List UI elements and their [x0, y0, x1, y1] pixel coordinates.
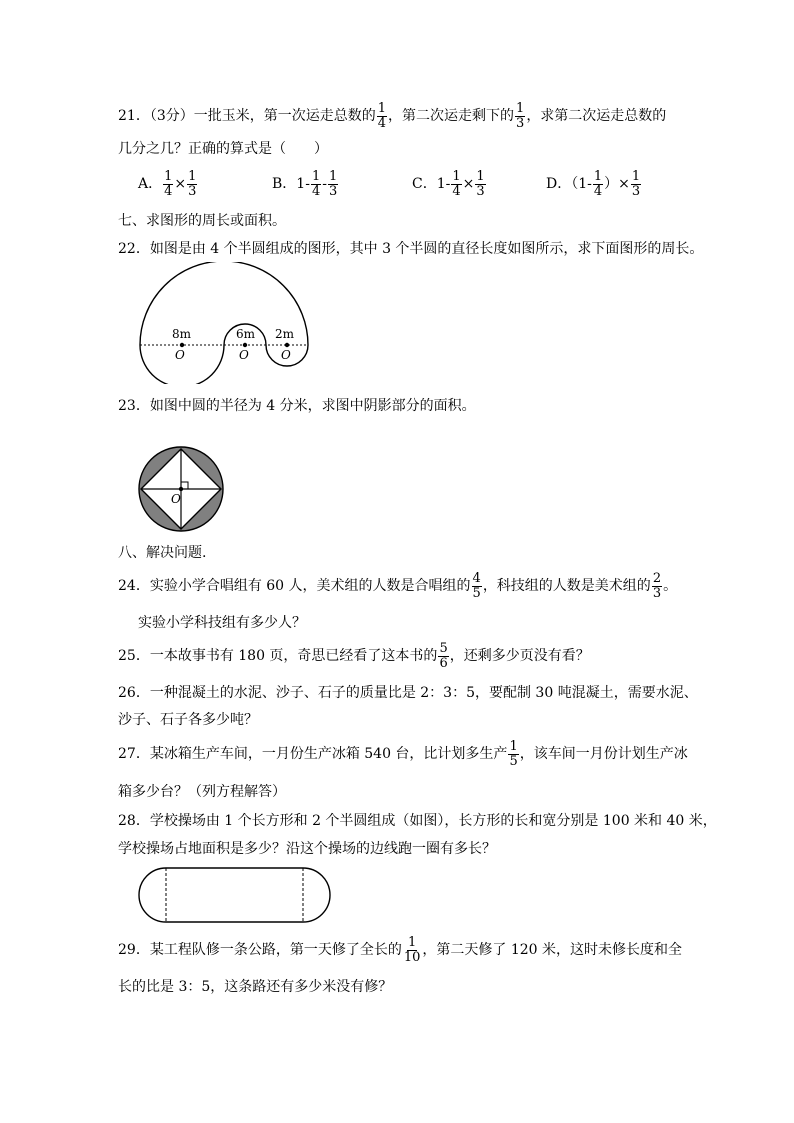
denominator: 10 — [403, 949, 421, 965]
numerator: 2 — [652, 571, 662, 586]
q21-number: 21． — [118, 108, 150, 125]
denominator: 4 — [164, 183, 173, 199]
q21-line2: 几分之几？正确的算式是（ ） — [118, 141, 328, 157]
q29-text-1: 29．某工程队修一条公路，第一天修了全长的 — [118, 942, 402, 959]
denominator: 3 — [476, 183, 485, 199]
option-label: D． — [546, 176, 572, 193]
minus-sign: - — [322, 176, 327, 193]
center-o: O — [171, 492, 181, 506]
center-o-2: O — [239, 348, 249, 362]
fraction — [328, 170, 338, 198]
paren-close-times: ）× — [604, 176, 630, 193]
fraction — [451, 170, 461, 198]
q21-option-c[interactable] — [412, 170, 487, 198]
q21-text-1: 一批玉米，第一次运走总数的 — [193, 108, 376, 125]
q21-fraction-2 — [515, 102, 525, 130]
fraction — [475, 170, 485, 198]
minus-sign: - — [445, 176, 451, 193]
q24-line2: 实验小学科技组有多少人？ — [138, 615, 306, 631]
denominator: 6 — [439, 655, 448, 671]
option-label: B． — [272, 176, 297, 193]
numerator: 1 — [164, 169, 173, 184]
q24-line1 — [118, 572, 677, 600]
numerator: 1 — [593, 169, 603, 184]
q27-text-1: 27．某冰箱生产车间，一月份生产冰箱 540 台，比计划多生产 — [118, 746, 508, 763]
q21-option-d[interactable] — [546, 170, 642, 198]
numerator: 5 — [439, 641, 448, 656]
q27-text-2: ，该车间一月份计划生产冰 — [519, 746, 688, 763]
q27-line1 — [118, 740, 688, 768]
numerator: 1 — [516, 101, 525, 116]
denominator: 5 — [472, 585, 481, 601]
fraction — [163, 170, 173, 198]
q21-score: （3分） — [149, 108, 194, 125]
numerator: 1 — [328, 169, 338, 184]
section-7-heading: 七、求图形的周长或面积。 — [118, 213, 286, 229]
fraction — [311, 170, 321, 198]
q25-line1 — [118, 642, 590, 670]
q23-text: 23．如图中圆的半径为 4 分米，求图中阴影部分的面积。 — [118, 398, 476, 414]
label-8m: 8m — [172, 327, 192, 341]
minus-sign: - — [305, 176, 310, 193]
numerator: 1 — [188, 169, 197, 184]
label-2m: 2m — [275, 327, 295, 341]
denominator: 3 — [652, 585, 662, 601]
q21-text-2: ，第二次运走剩下的 — [388, 108, 515, 125]
numerator: 1 — [311, 169, 321, 184]
q29-text-2: ，第二天修了 120 米，这时未修长度和全 — [422, 942, 682, 959]
denominator: 4 — [311, 183, 321, 199]
numerator: 1 — [377, 101, 387, 116]
q25-text-1: 25．一本故事书有 180 页，奇思已经看了这本书的 — [118, 648, 438, 665]
q23-circle-square-figure — [134, 446, 230, 542]
q22-text: 22．如图是由 4 个半圆组成的图形，其中 3 个半圆的直径长度如图所示，求下面图形的周长。 — [118, 241, 704, 257]
q21-line1 — [118, 102, 666, 130]
q29-fraction — [403, 936, 422, 964]
center-o-3: O — [281, 348, 291, 362]
q24-text-1: 24．实验小学合唱组有 60 人，美术组的人数是合唱组的 — [118, 578, 471, 595]
q24-text-3: 。 — [663, 578, 678, 595]
q25-text-2: ，还剩多少页没有看？ — [449, 648, 590, 665]
denominator: 3 — [631, 183, 641, 199]
q24-fraction-2 — [652, 572, 662, 600]
label-6m: 6m — [236, 327, 256, 341]
fraction — [187, 170, 197, 198]
q26-line2: 沙子、石子各多少吨？ — [118, 712, 258, 728]
numerator: 1 — [407, 935, 417, 950]
q21-option-a[interactable] — [138, 170, 198, 198]
option-label: C． — [412, 176, 437, 193]
q21-option-b[interactable] — [272, 170, 339, 198]
denominator: 4 — [452, 183, 461, 199]
center-o-1: O — [175, 348, 185, 362]
numerator: 4 — [472, 571, 481, 586]
denominator: 4 — [593, 183, 603, 199]
numerator: 1 — [509, 739, 518, 754]
q22-semicircles-figure — [130, 262, 310, 384]
q21-text-3: ，求第二次运走总数的 — [526, 108, 667, 125]
q25-fraction — [438, 642, 448, 670]
q24-text-2: ，科技组的人数是美术组的 — [482, 578, 651, 595]
q29-line2: 长的比是 3：5，这条路还有多少米没有修？ — [118, 979, 393, 995]
denominator: 3 — [328, 183, 338, 199]
denominator: 5 — [509, 753, 518, 769]
paren-open: （1- — [571, 176, 592, 193]
q24-fraction-1 — [472, 572, 482, 600]
q27-line2: 箱多少台？（列方程解答） — [118, 784, 286, 800]
times-sign: × — [174, 176, 187, 193]
fraction — [593, 170, 603, 198]
fraction — [631, 170, 641, 198]
numerator: 1 — [631, 169, 641, 184]
q28-line1: 28．学校操场由 1 个长方形和 2 个半圆组成（如图），长方形的长和宽分别是 100 米和 40 米， — [118, 813, 717, 829]
one: 1 — [296, 176, 306, 193]
denominator: 3 — [188, 183, 197, 199]
q26-line1: 26．一种混凝土的水泥、沙子、石子的质量比是 2：3：5，要配制 30 吨混凝土，需要水泥、 — [118, 685, 698, 701]
numerator: 1 — [452, 169, 461, 184]
denominator: 4 — [377, 115, 387, 131]
option-label: A． — [138, 176, 163, 193]
q28-line2: 学校操场占地面积是多少？沿这个操场的边线跑一圈有多长？ — [118, 841, 496, 857]
q21-fraction-1 — [377, 102, 387, 130]
times-sign: × — [462, 176, 475, 193]
denominator: 3 — [516, 115, 525, 131]
q27-fraction — [508, 740, 518, 768]
q28-track-figure — [136, 866, 334, 926]
section-8-heading: 八、解决问题. — [118, 545, 207, 561]
one: 1 — [436, 176, 446, 193]
numerator: 1 — [476, 169, 485, 184]
q29-line1 — [118, 936, 682, 964]
